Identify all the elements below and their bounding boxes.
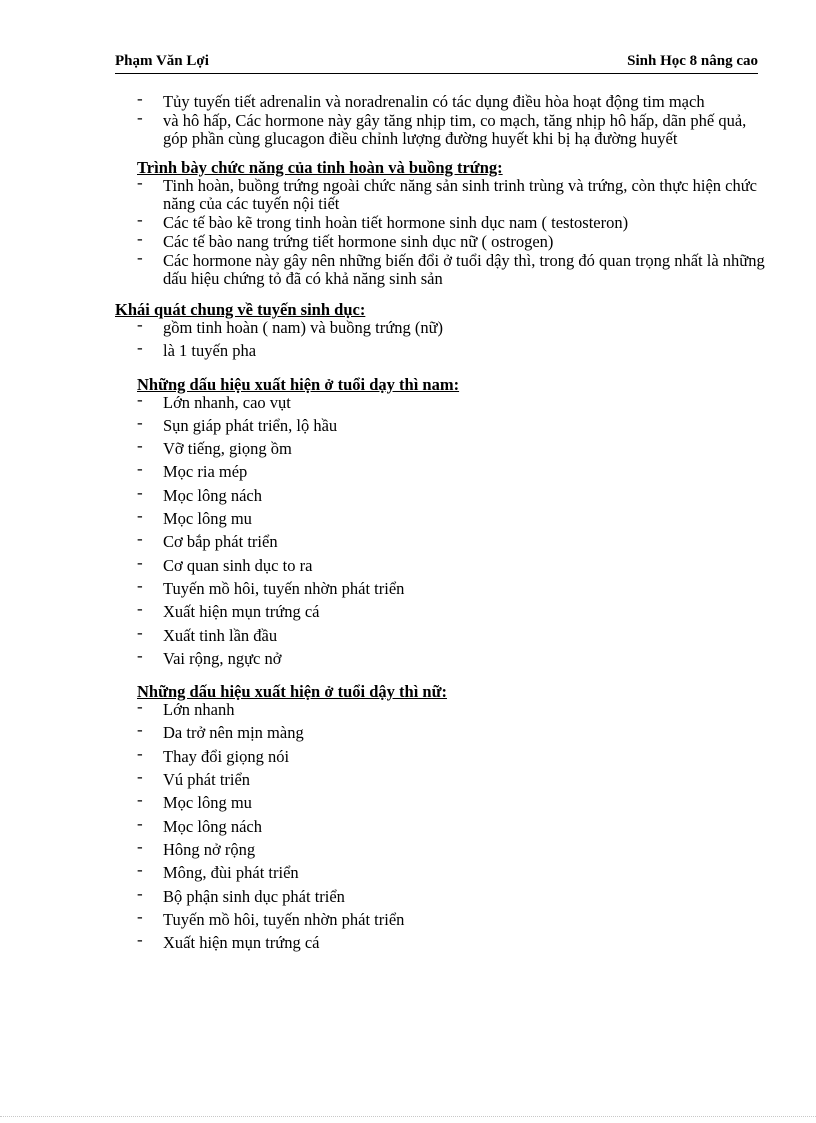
- list-item: - Hông nở rộng: [137, 841, 775, 859]
- list-item: - Mọc lông nách: [137, 818, 775, 836]
- section-heading-gonad-overview: Khái quát chung về tuyến sinh dục:: [115, 300, 366, 319]
- list-item: - Bộ phận sinh dục phát triển: [137, 888, 775, 906]
- list-item: - Mọc lông mu: [137, 510, 775, 528]
- list-item: - Các tế bào nang trứng tiết hormone sinh dục nữ ( ostrogen): [137, 233, 775, 251]
- document-body: [115, 93, 775, 957]
- male-puberty-list: [115, 394, 775, 668]
- gonad-function-list: [115, 177, 775, 288]
- author-name: Phạm Văn Lợi: [115, 53, 209, 69]
- list-item: - Tủy tuyến tiết adrenalin và noradrenalin có tác dụng điều hòa hoạt động tim mạch: [137, 93, 775, 111]
- list-item: - Thay đổi giọng nói: [137, 748, 775, 766]
- list-item: - Xuất hiện mụn trứng cá: [137, 934, 775, 952]
- list-item: - Tinh hoàn, buồng trứng ngoài chức năng sản sinh trinh trùng và trứng, còn thực hiện chức năng của các tuyến nội tiết: [137, 177, 775, 213]
- list-item: - Mông, đùi phát triển: [137, 864, 775, 882]
- list-item: - là 1 tuyến pha: [137, 342, 775, 360]
- list-item: - Các hormone này gây nên những biến đổi ở tuổi dậy thì, trong đó quan trọng nhất là những dấu hiệu chứng tỏ đã có khả năng sinh sản: [137, 252, 775, 288]
- page-header: [115, 53, 758, 74]
- list-item: - Cơ bắp phát triển: [137, 533, 775, 551]
- list-item: - Mọc lông nách: [137, 487, 775, 505]
- list-item: - Vú phát triển: [137, 771, 775, 789]
- female-puberty-list: [115, 701, 775, 952]
- list-item: - Vai rộng, ngực nở: [137, 650, 775, 668]
- list-item: - và hô hấp, Các hormone này gây tăng nhịp tim, co mạch, tăng nhịp hô hấp, dãn phế quả, góp phần cùng glucagon điều chỉnh lượng đường huyết khi bị hạ đường huyết: [137, 112, 775, 148]
- gonad-overview-list: [115, 319, 775, 360]
- list-item: - Mọc lông mu: [137, 794, 775, 812]
- list-item: - Xuất tinh lần đầu: [137, 627, 775, 645]
- list-item: - Xuất hiện mụn trứng cá: [137, 603, 775, 621]
- document-subject: Sinh Học 8 nâng cao: [627, 53, 758, 69]
- list-item: - Da trở nên mịn màng: [137, 724, 775, 742]
- section-heading-gonad-function: Trình bày chức năng của tinh hoàn và buồng trứng:: [137, 158, 503, 177]
- list-item: - Lớn nhanh, cao vụt: [137, 394, 775, 412]
- list-item: - Các tế bào kẽ trong tinh hoàn tiết hormone sinh dục nam ( testosteron): [137, 214, 775, 232]
- list-item: - Vỡ tiếng, giọng ồm: [137, 440, 775, 458]
- list-item: - Cơ quan sinh dục to ra: [137, 557, 775, 575]
- list-item: - Tuyến mồ hôi, tuyến nhờn phát triển: [137, 911, 775, 929]
- list-item: - gồm tinh hoàn ( nam) và buồng trứng (nữ): [137, 319, 775, 337]
- list-item: - Mọc ria mép: [137, 463, 775, 481]
- list-item: - Sụn giáp phát triển, lộ hầu: [137, 417, 775, 435]
- section-heading-female-puberty: Những dấu hiệu xuất hiện ở tuổi dậy thì nữ:: [137, 682, 447, 702]
- list-item: - Lớn nhanh: [137, 701, 775, 719]
- list-item: - Tuyến mồ hôi, tuyến nhờn phát triển: [137, 580, 775, 598]
- section-heading-male-puberty: Những dấu hiệu xuất hiện ở tuổi dạy thì nam:: [137, 374, 460, 394]
- page-bottom-border: [0, 1116, 816, 1117]
- intro-list: [115, 93, 775, 148]
